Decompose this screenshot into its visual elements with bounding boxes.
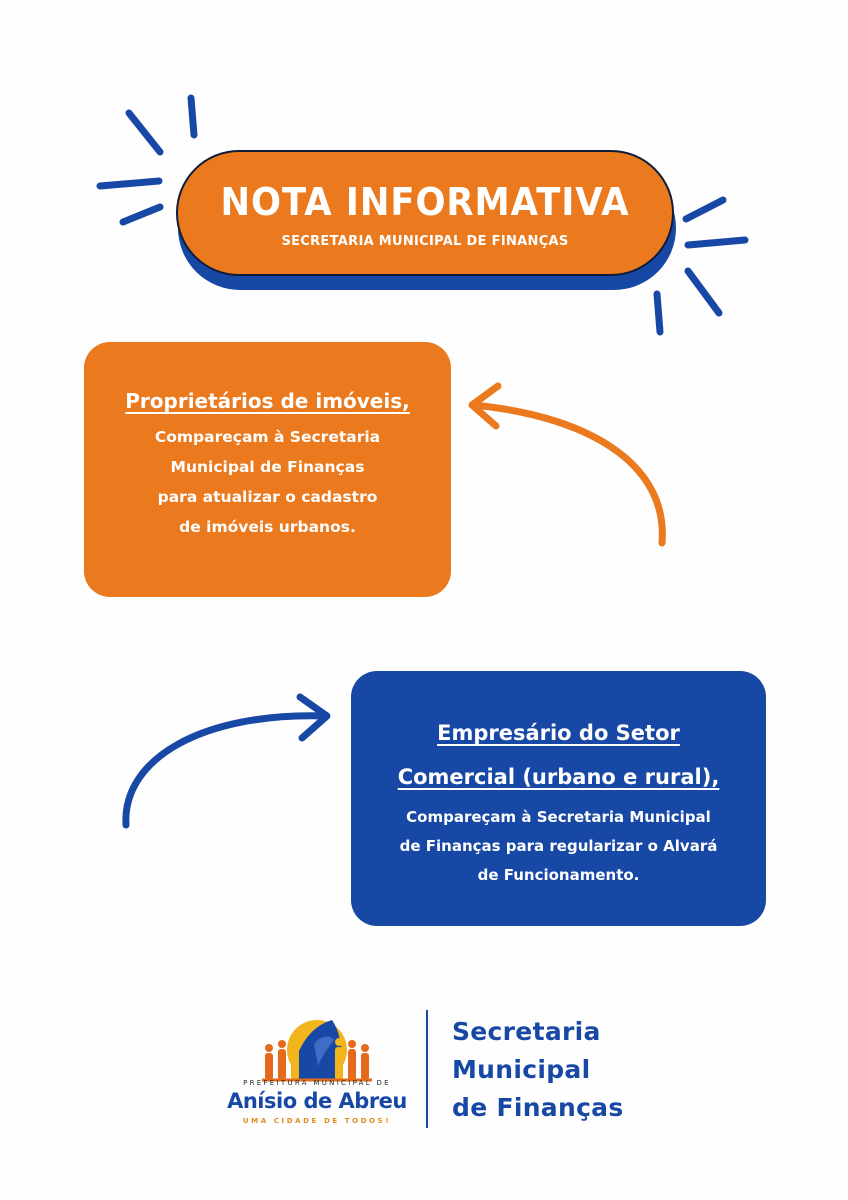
property-owners-text <box>84 422 451 542</box>
city-logo <box>222 1010 412 1130</box>
logo-name: Anísio de Abreu <box>227 1089 407 1113</box>
header-pill <box>176 150 674 276</box>
department-line: Secretaria <box>452 1017 601 1046</box>
business-owners-heading-line: Empresário do Setor <box>437 721 680 745</box>
logo-top-text: PREFEITURA MUNICIPAL DE <box>243 1079 391 1087</box>
property-owners-card <box>84 342 451 597</box>
business-owners-card <box>351 671 766 926</box>
business-owners-text <box>351 803 766 890</box>
text-line: de Finanças para regularizar o Alvará <box>399 837 718 855</box>
business-owners-heading-line: Comercial (urbano e rural), <box>397 765 720 789</box>
text-line: Compareçam à Secretaria Municipal <box>406 808 711 826</box>
page-subtitle: SECRETARIA MUNICIPAL DE FINANÇAS <box>281 234 569 249</box>
text-line: Compareçam à Secretaria <box>154 428 381 446</box>
city-logo-icon <box>222 1010 412 1082</box>
logo-slogan: UMA CIDADE DE TODOS! <box>242 1117 392 1125</box>
department-name <box>452 1013 624 1127</box>
department-line: de Finanças <box>452 1093 624 1122</box>
footer-divider <box>426 1010 428 1128</box>
department-line: Municipal <box>452 1055 591 1084</box>
text-line: Municipal de Finanças <box>170 458 365 476</box>
text-line: de imóveis urbanos. <box>179 518 356 536</box>
curved-arrow-right-icon <box>126 697 327 825</box>
curved-arrow-left-icon <box>472 386 662 543</box>
property-owners-heading: Proprietários de imóveis, <box>125 389 410 413</box>
text-line: de Funcionamento. <box>477 866 640 884</box>
page-title: NOTA INFORMATIVA <box>220 180 630 224</box>
text-line: para atualizar o cadastro <box>157 488 378 506</box>
